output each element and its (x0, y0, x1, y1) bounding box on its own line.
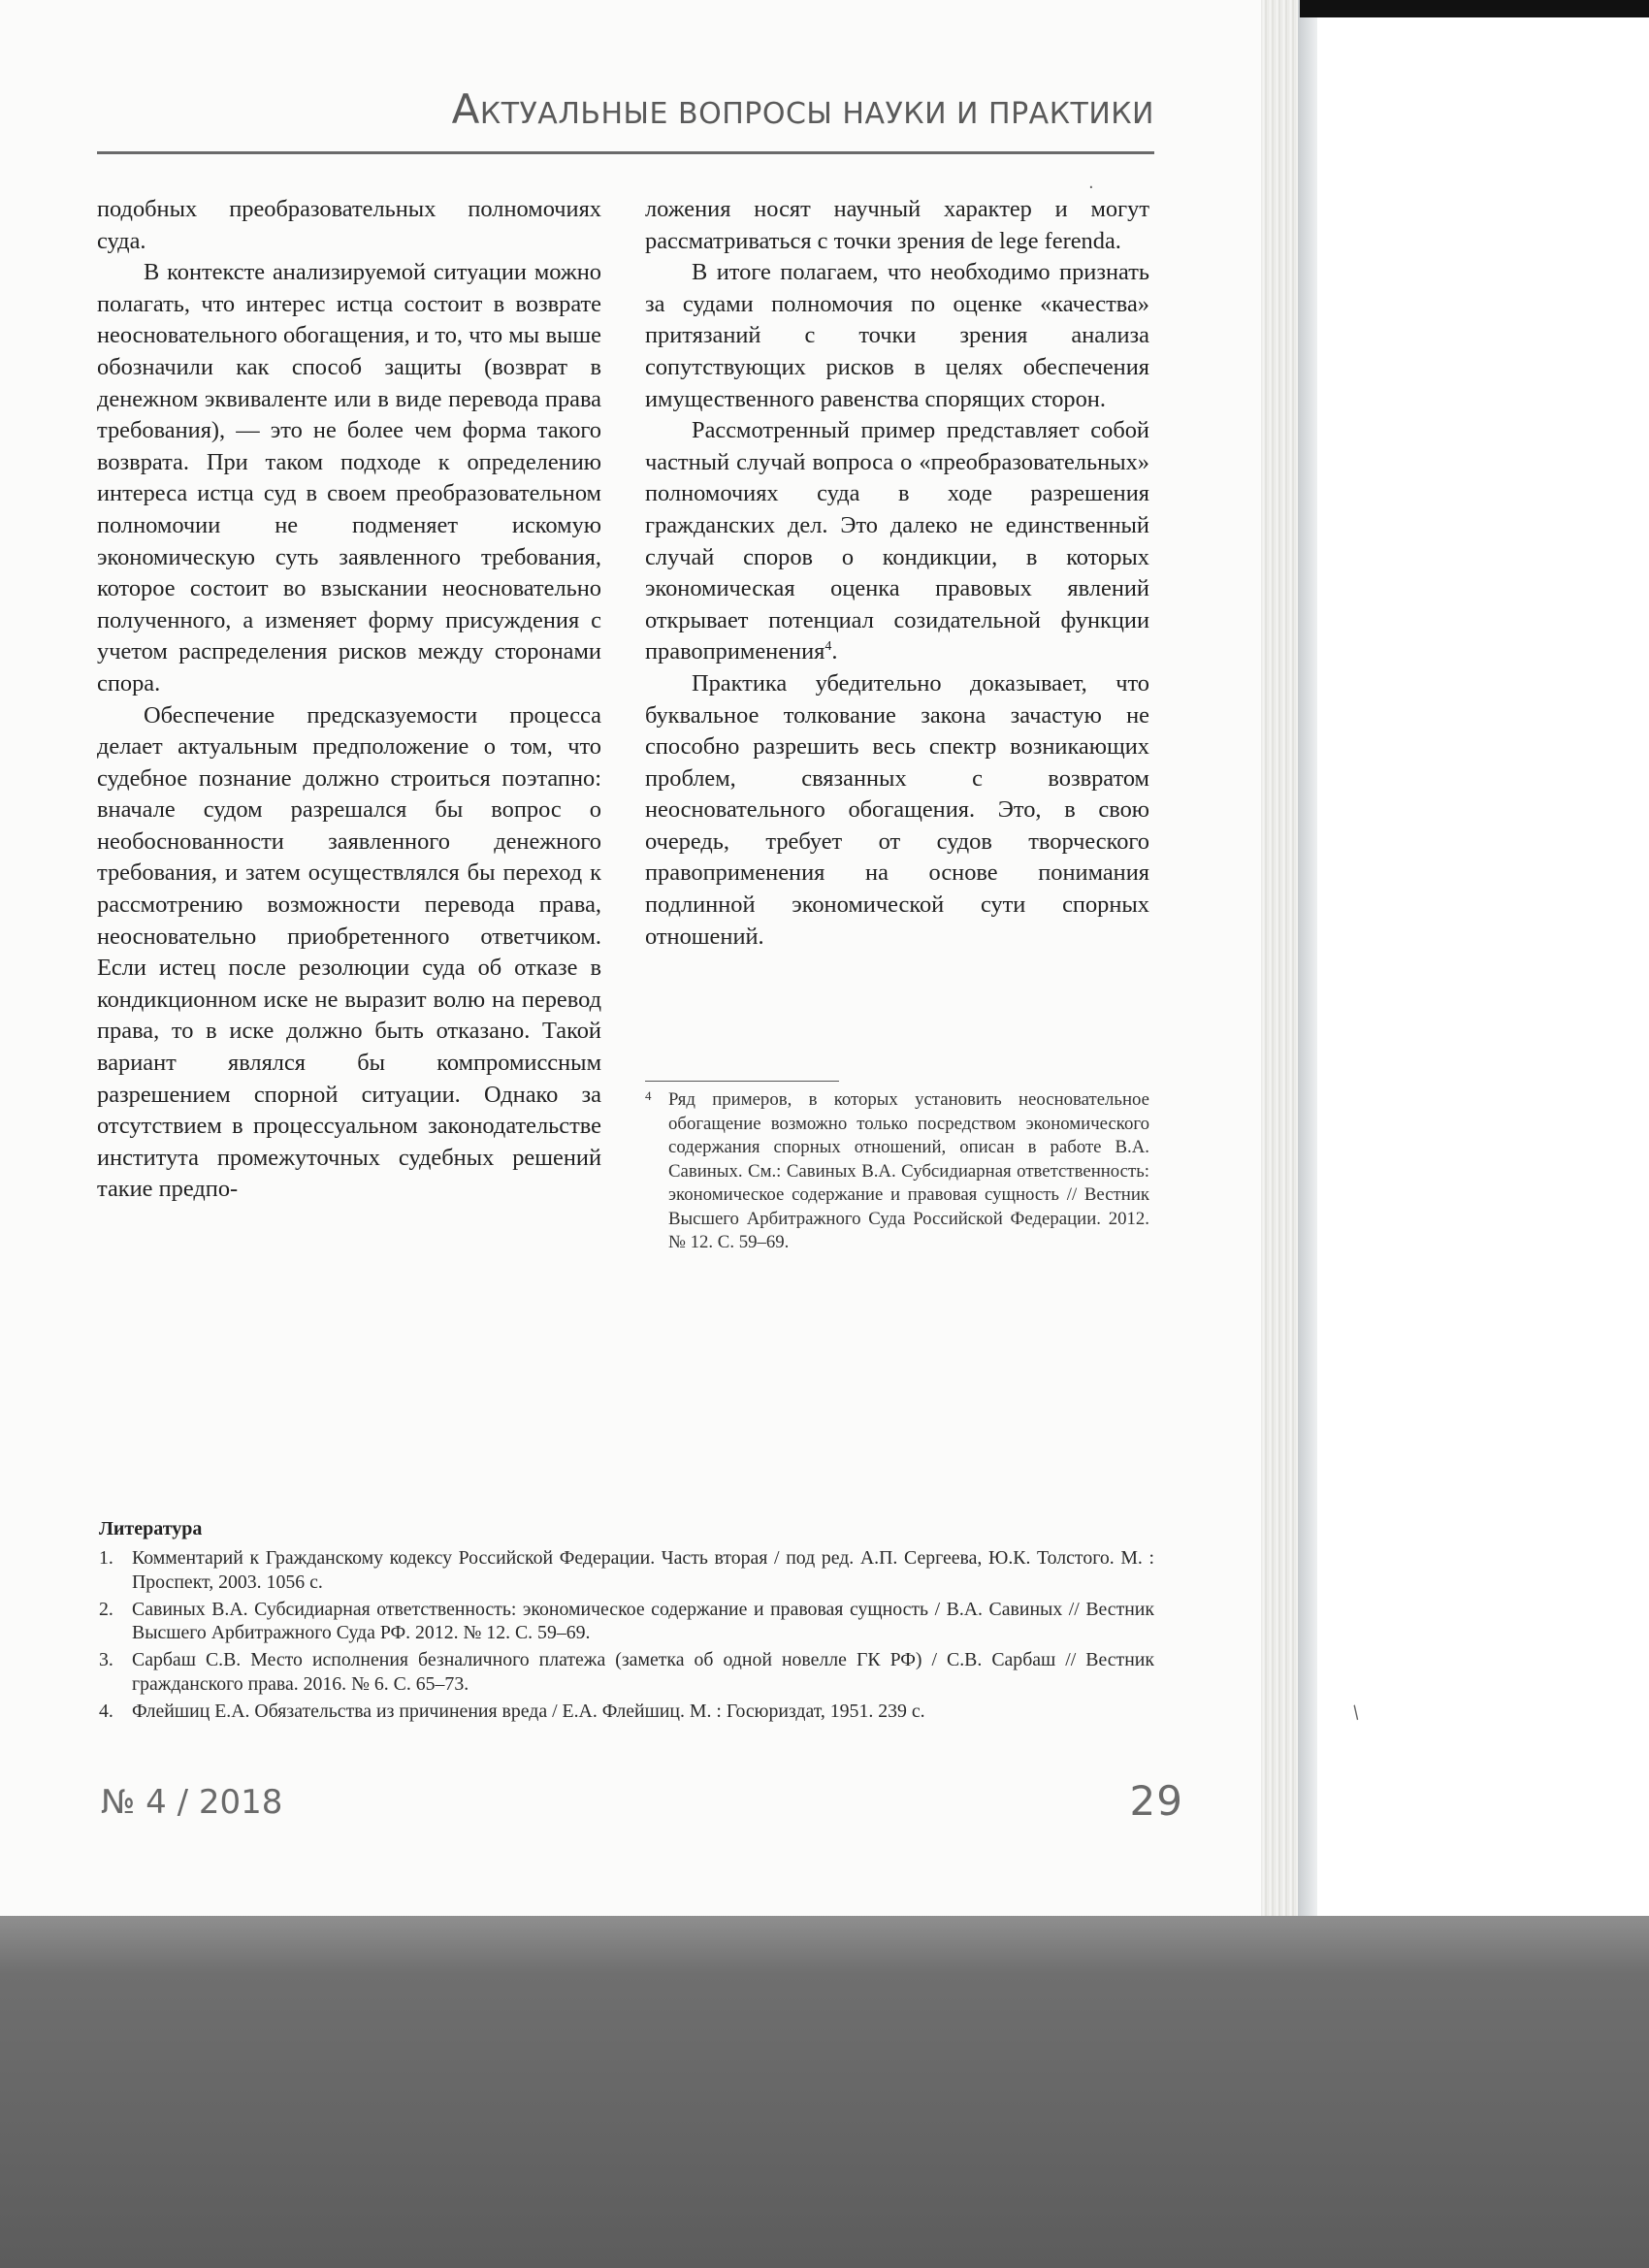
cover-edge (1298, 0, 1317, 1930)
scan-speck: / (1348, 1701, 1364, 1724)
paragraph-text: Рассмотренный пример представляет собой частный случай вопроса о «преобразовательных» полномочиях суда в ходе разрешения гражданских дел. Это далеко не единственный случай споров о кондикции, в которых экономическая оценка правовых явлений открывает потенциал созидательной функции правоприменения (645, 417, 1149, 665)
page-edges (1261, 0, 1302, 1930)
scan-speck: · (1088, 178, 1094, 198)
paragraph: ложения носят научный характер и могут рассматриваться с точки зрения de lege ferenda. (645, 196, 1149, 254)
page-number: 29 (1129, 1777, 1183, 1825)
reference-item (97, 1598, 1154, 1646)
references-title: Литература (99, 1518, 203, 1539)
reference-number: 3. (99, 1649, 113, 1671)
header-rule (97, 151, 1154, 154)
running-header-initial: А (451, 85, 480, 133)
paragraph: Обеспечение предсказуемости процесса делает актуальным предположение о том, что судебное познание должно строиться поэтапно: вначале судом разрешался бы вопрос о необоснованности заявленного денежного требования, и затем осуществлялся бы переход к рассмотрению возможности перевода права, неосновательно приобретенного ответчиком. Если истец после резолюции суда об отказе в кондикционном иске не выразит волю на перевод права, то в иске должно быть отказано. Такой вариант являлся бы компромиссным разрешением спорной ситуации. Однако за отсутствием в процессуальном законодательстве института промежуточных судебных решений такие предпо- (97, 701, 601, 1203)
left-column (97, 194, 601, 1206)
reference-number: 1. (99, 1547, 113, 1569)
right-column (645, 194, 1149, 953)
paragraph: подобных преобразовательных полномочиях суда. (97, 196, 601, 254)
reference-item (97, 1648, 1154, 1697)
issue-number: № 4 / 2018 (101, 1783, 283, 1822)
paragraph: В контексте анализируемой ситуации можно полагать, что интерес истца состоит в возврате неосновательного обогащения, и то, что мы выше обозначили как способ защиты (возврат в денежном эквиваленте или в виде перевода права требования), — это не более чем форма такого возврата. При таком подходе к определению интереса истца суд в своем преобразовательном полномочии не подменяет искомую экономическую суть заявленного требования, которое состоит во взыскании неосновательно полученного, а изменяет форму присуждения с учетом распределения рисков между сторонами спора. (97, 259, 601, 697)
footnote (645, 1088, 1149, 1255)
paragraph: Практика убедительно доказывает, что буквальное толкование закона зачастую не способно разрешить весь спектр возникающих проблем, связанных с возвратом неосновательного обогащения. Это, в свою очередь, требует от судов творческого правоприменения на основе понимания подлинной экономической сути спорных отношений. (645, 669, 1149, 950)
reference-text: Сарбаш С.В. Место исполнения безналичного платежа (заметка об одной новелле ГК РФ) / С.В. Сарбаш // Вестник гражданского права. 2016. № 6. С. 65–73. (132, 1649, 1154, 1695)
footnote-reference[interactable]: 4 (824, 639, 832, 655)
running-header (97, 85, 1154, 133)
running-header-text: КТУАЛЬНЫЕ ВОПРОСЫ НАУКИ И ПРАКТИКИ (479, 97, 1154, 131)
scan-border (1300, 0, 1649, 17)
footnote-text: Ряд примеров, в которых установить неосновательное обогащение возможно только посредством экономического содержания спорных отношений, описан в работе В.А. Савиных. См.: Савиных В.А. Субсидиарная ответственность: экономическое содержание и правовая сущность // Вестник Высшего Арбитражного Суда Российской Федерации. 2012. № 12. С. 59–69. (668, 1089, 1149, 1252)
scan-shadow (0, 1916, 1649, 2268)
paragraph: Рассмотренный пример представляет собой частный случай вопроса о «преобразовательных» полномочиях суда в ходе разрешения гражданских дел. Это далеко не единственный случай споров о кондикции, в которых экономическая оценка правовых явлений открывает потенциал созидательной функции правоприменения$^4$. (645, 417, 1149, 665)
reference-text: Савиных В.А. Субсидиарная ответственность: экономическое содержание и правовая сущность / В.А. Савиных // Вестник Высшего Арбитражного Суда РФ. 2012. № 12. С. 59–69. (132, 1598, 1154, 1644)
reference-text: Комментарий к Гражданскому кодексу Российской Федерации. Часть вторая / под ред. А.П. Сергеева, Ю.К. Толстого. М. : Проспект, 2003. 1056 с. (132, 1547, 1154, 1593)
paragraph: В итоге полагаем, что необходимо признать за судами полномочия по оценке «качества» притязаний с точки зрения анализа сопутствующих рисков в целях обеспечения имущественного равенства спорящих сторон. (645, 259, 1149, 412)
reference-number: 2. (99, 1598, 113, 1620)
footnote-number: 4 (645, 1088, 652, 1103)
reference-item (97, 1546, 1154, 1595)
reference-item (97, 1700, 1154, 1724)
reference-number: 4. (99, 1700, 113, 1722)
footnote-rule (645, 1081, 839, 1082)
reference-text: Флейшиц Е.А. Обязательства из причинения вреда / Е.А. Флейшиц. М. : Госюриздат, 1951. 239 с. (132, 1700, 925, 1722)
scan-background (1317, 0, 1649, 1930)
references-list (97, 1546, 1154, 1727)
